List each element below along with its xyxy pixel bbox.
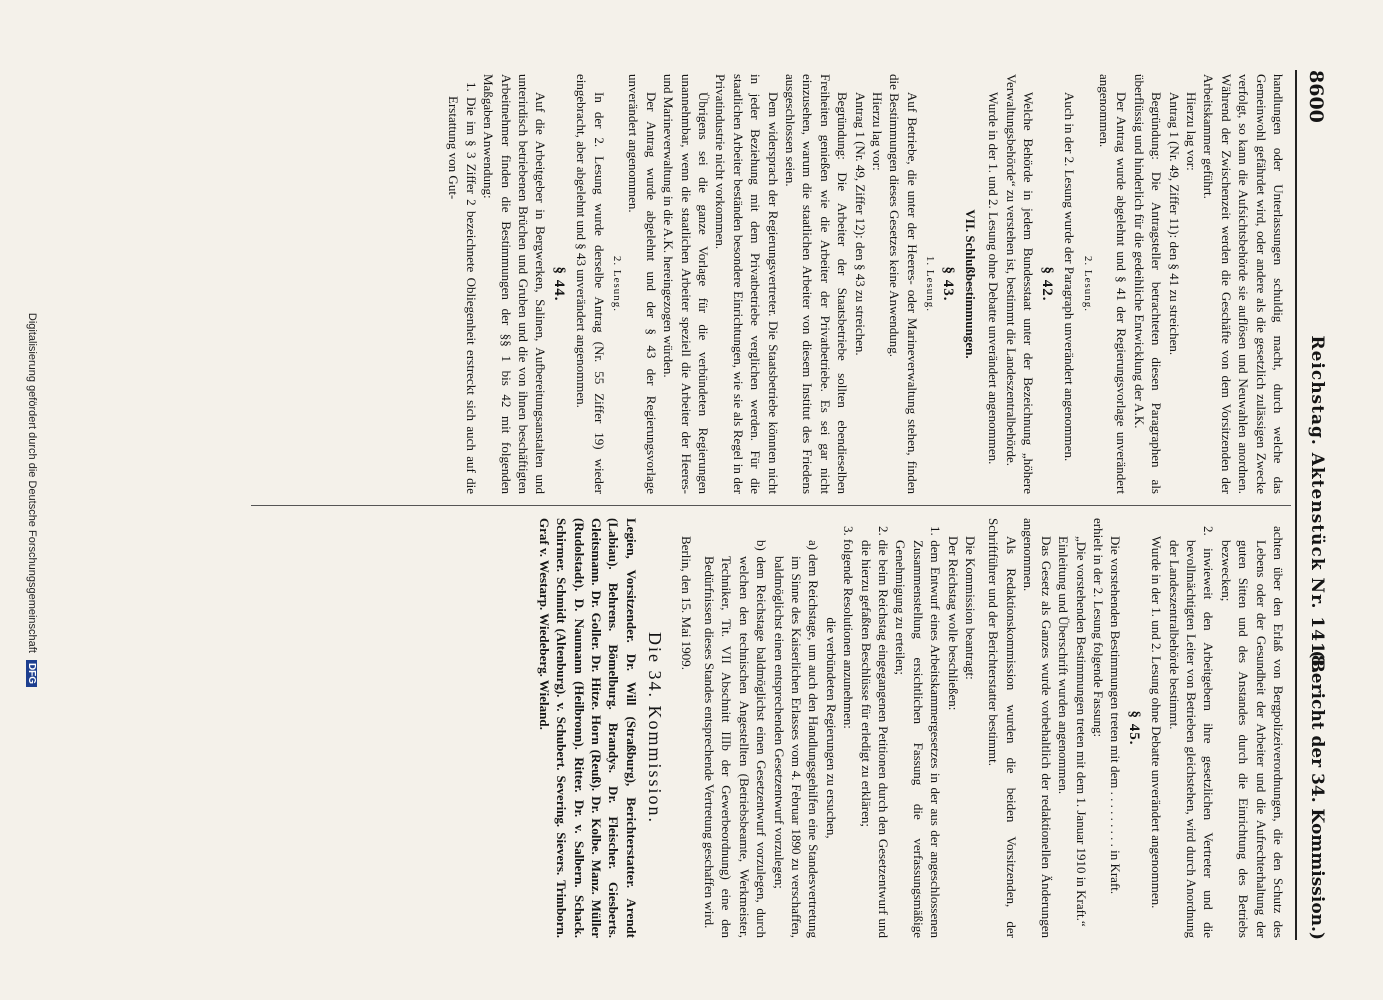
paragraph: Hierzu lag vor: — [1183, 92, 1199, 171]
paragraph: Übrigens sei die ganze Vorlage für die verbündeten Regierungen unannehmbar, wenn die staatlichen Arbeiter speziell die Arbeiter der Heeres- und Marineverwaltung in die A.K. hereingezogen würden. — [661, 74, 711, 494]
paragraph: Welche Behörde in jedem Bundesstaat unter der Bezeichnung „höhere Verwaltungsbehörde“ zu verstehen ist, bestimmt die Landeszentralbehörde. — [1003, 74, 1037, 494]
right-column — [535, 518, 1287, 938]
list-item: achten über den Erlaß von Bergpolizeiverordnungen, die den Schutz des Lebens oder der Gesundheit der Arbeiter und die Aufrechterhaltung der guten Sitten und des Anstandes durch die Einrichtung des Betriebs bezwecken; — [1218, 526, 1286, 938]
reading-label: 2. Lesung. — [610, 255, 623, 313]
paragraph: Der Antrag wurde abgelehnt und § 41 der Regierungsvorlage unverändert angenommen. — [1096, 74, 1130, 494]
paragraph: die verbündeten Regierungen zu ersuchen, — [823, 617, 839, 839]
paragraph: handlungen oder Unterlassungen schuldig macht, durch welche das Gemeinwohl gefährdet wird, oder andere als die gesetzlich zulässigen Zwecke verfolgt, so kann die Aufsichtsbehörde sie auflösen und Neuwahlen anordnen. Während der Zwischenzeit werden die Geschäfte von dem Vorsitzenden der Arbeitskammer geführt. — [1201, 74, 1286, 494]
paragraph: Begründung: Die Antragsteller betrachteten diesen Paragraphen als überflüssig und hinderlich für die gedeihliche Entwicklung der A.K. — [1131, 74, 1165, 494]
page-header — [1297, 70, 1331, 940]
paragraph: Antrag 1 (Nr. 49, Ziffer 11): den § 41 zu streichen. — [1166, 92, 1182, 356]
paragraph: Antrag 1 (Nr. 49, Ziffer 12): den § 43 zu streichen. — [852, 92, 868, 356]
paragraph: Der Antrag wurde abgelehnt und der § 43 der Regierungsvorlage unverändert angenommen. — [626, 74, 659, 494]
section-heading: § 43. — [939, 266, 956, 302]
header-rule — [1295, 70, 1297, 940]
credit-text: Digitalisierung gefördert durch die Deutsche Forschungsgemeinschaft — [26, 312, 38, 653]
document-title: Reichstag. Aktenstück Nr. 1418. — [1307, 335, 1327, 675]
report-label: (Bericht der 34. Kommission.) — [1307, 650, 1327, 940]
list-item: 1. dem Entwurf eines Arbeitskammergesetzes in der aus der angeschlossenen Zusammenstellung ersichtlichen Fassung die verfassungsmäßige Genehmigung zu erteilen; — [893, 526, 944, 938]
paragraph: Die vorstehenden Bestimmungen treten mit dem . . . . . . . . . in Kraft. — [1108, 536, 1124, 895]
paragraph: erhielt in der 2. Lesung folgende Fassung: — [1090, 518, 1106, 738]
reading-label: 2. Lesung. — [1081, 255, 1094, 313]
left-column — [445, 74, 1287, 494]
column-divider — [251, 505, 1291, 506]
reading-label: 1. Lesung. — [924, 255, 937, 313]
paragraph: Hierzu lag vor: — [870, 92, 886, 171]
section-heading: § 45. — [1125, 710, 1142, 746]
paragraph: Als Redaktionskommission wurden die beiden Vorsitzenden, der Schriftführer und der Berichterstatter bestimmt. — [986, 518, 1019, 938]
paragraph: Wurde in der 1. und 2. Lesung ohne Debatte unverändert angenommen. — [986, 92, 1002, 465]
commission-signature: Die 34. Kommission. — [645, 631, 666, 824]
paragraph: „Die vorstehenden Bestimmungen treten mit dem 1. Januar 1910 in Kraft.“ — [1073, 536, 1089, 927]
scan-credit — [26, 0, 38, 1000]
list-item: 1. Die im § 3 Ziffer 2 bezeichnete Obliegenheit erstreckt sich auch auf die Erstattung von Gut- — [446, 82, 479, 494]
dfg-logo: DFG — [26, 660, 37, 687]
paragraph: Das Gesetz als Ganzes wurde vorbehaltlich der redaktionellen Änderungen angenommen. — [1021, 518, 1054, 938]
member-list: Legien, Vorsitzender. Dr. Will (Straßburg), Berichterstatter. Arendt (Labiau). Behrens. Bömelburg. Brandys. Dr. Fleischer. Giesberts. Gleitsmann. Dr. Goller. Dr. Hitze. Horn (Reuß). Dr. Kolbe. Manz. Müller (Rudolstadt). D. Naumann (Heilbronn). Ritter. Dr. v. Salbern. Schack. Schirmer. Schmidt (Altenburg). v. Schubert. Severing. Sievers. Trimborn. Graf v. Westarp. Wiedeberg. Wieland. — [536, 518, 639, 938]
paragraph: In der 2. Lesung wurde derselbe Antrag (Nr. 55 Ziffer 19) wieder eingebracht, aber abgelehnt und § 43 unverändert angenommen. — [574, 74, 607, 494]
paragraph: Dem widersprach der Regierungsvertreter. Die Staatsbetriebe könnten nicht in jeder Beziehung mit dem Privatbetriebe verglichen werden. Für die staatlichen Arbeiter beständen besondere Einrichtungen, wie sie als Regel in der Privatindustrie nicht vorkommen. — [713, 74, 781, 494]
section-heading: § 42. — [1038, 266, 1055, 302]
paragraph: Auch in der 2. Lesung wurde der Paragraph unverändert angenommen. — [1062, 92, 1078, 462]
paragraph: Auf Betriebe, die unter der Heeres- oder Marineverwaltung stehen, finden die Bestimmungen dieses Gesetzes keine Anwendung. — [887, 74, 920, 494]
date-line: Berlin, den 15. Mai 1909. — [678, 536, 694, 670]
list-item: 3. folgende Resolutionen anzunehmen: — [841, 526, 857, 729]
paragraph: Einleitung und Überschrift wurden angenommen. — [1056, 536, 1072, 795]
paragraph: Begründung: Die Arbeiter der Staatsbetriebe sollten ebendieselben Freiheiten genießen wie die Arbeiter der Privatbetriebe. Es sei gar nicht einzusehen, warum die staatlichen Arbeiter von diesem Institut des Friedens ausgeschlossen seien. — [783, 74, 851, 494]
list-item: 2. inwieweit den Arbeitgebern ihre gesetzlichen Vertreter und die bevollmächtigten Leiter von Betrieben gleichstehen, wird durch Anordnung der Landeszentralbehörde bestimmt. — [1166, 526, 1217, 938]
paragraph: Der Reichstag wolle beschließen: — [945, 536, 961, 711]
list-item: a) dem Reichstage, um auch den Handlungsgehilfen eine Standesvertretung im Sinne des Kaiserlichen Erlasses vom 4. Februar 1890 zu verschaffen, baldmöglichst einen entsprechenden Gesetzentwurf vorzulegen; — [771, 540, 822, 938]
list-item: b) dem Reichstage baldmöglichst einen Gesetzentwurf vorzulegen, durch welchen den technischen Angestellten (Betriebsbeamte, Werkmeister, Techniker, Tit. VII Abschnitt IIIb der Gewerbeordnung) eine den Bedürfnissen dieses Standes entsprechende Vertretung geschaffen wird. — [702, 540, 770, 938]
chapter-heading: VII. Schlußbestimmungen. — [963, 209, 979, 359]
paragraph: Wurde in der 1. und 2. Lesung ohne Debatte unverändert angenommen. — [1149, 536, 1165, 909]
page-number: 8600 — [1305, 70, 1327, 123]
paragraph: Auf die Arbeitgeber in Bergwerken, Salinen, Aufbereitungsanstalten und unterirdisch betriebenen Brüchen und Gruben und die von ihnen beschäftigten Arbeitnehmer finden die Bestimmungen der §§ 1 bis 42 mit folgenden Maßgaben Anwendung: — [481, 74, 549, 494]
list-item: 2. die beim Reichstag eingegangenen Petitionen durch den Gesetzentwurf und die hierzu gefaßten Beschlüsse für erledigt zu erklären; — [858, 526, 892, 938]
section-heading: § 44. — [550, 266, 567, 302]
paragraph: Die Kommission beantragt: — [963, 536, 979, 680]
